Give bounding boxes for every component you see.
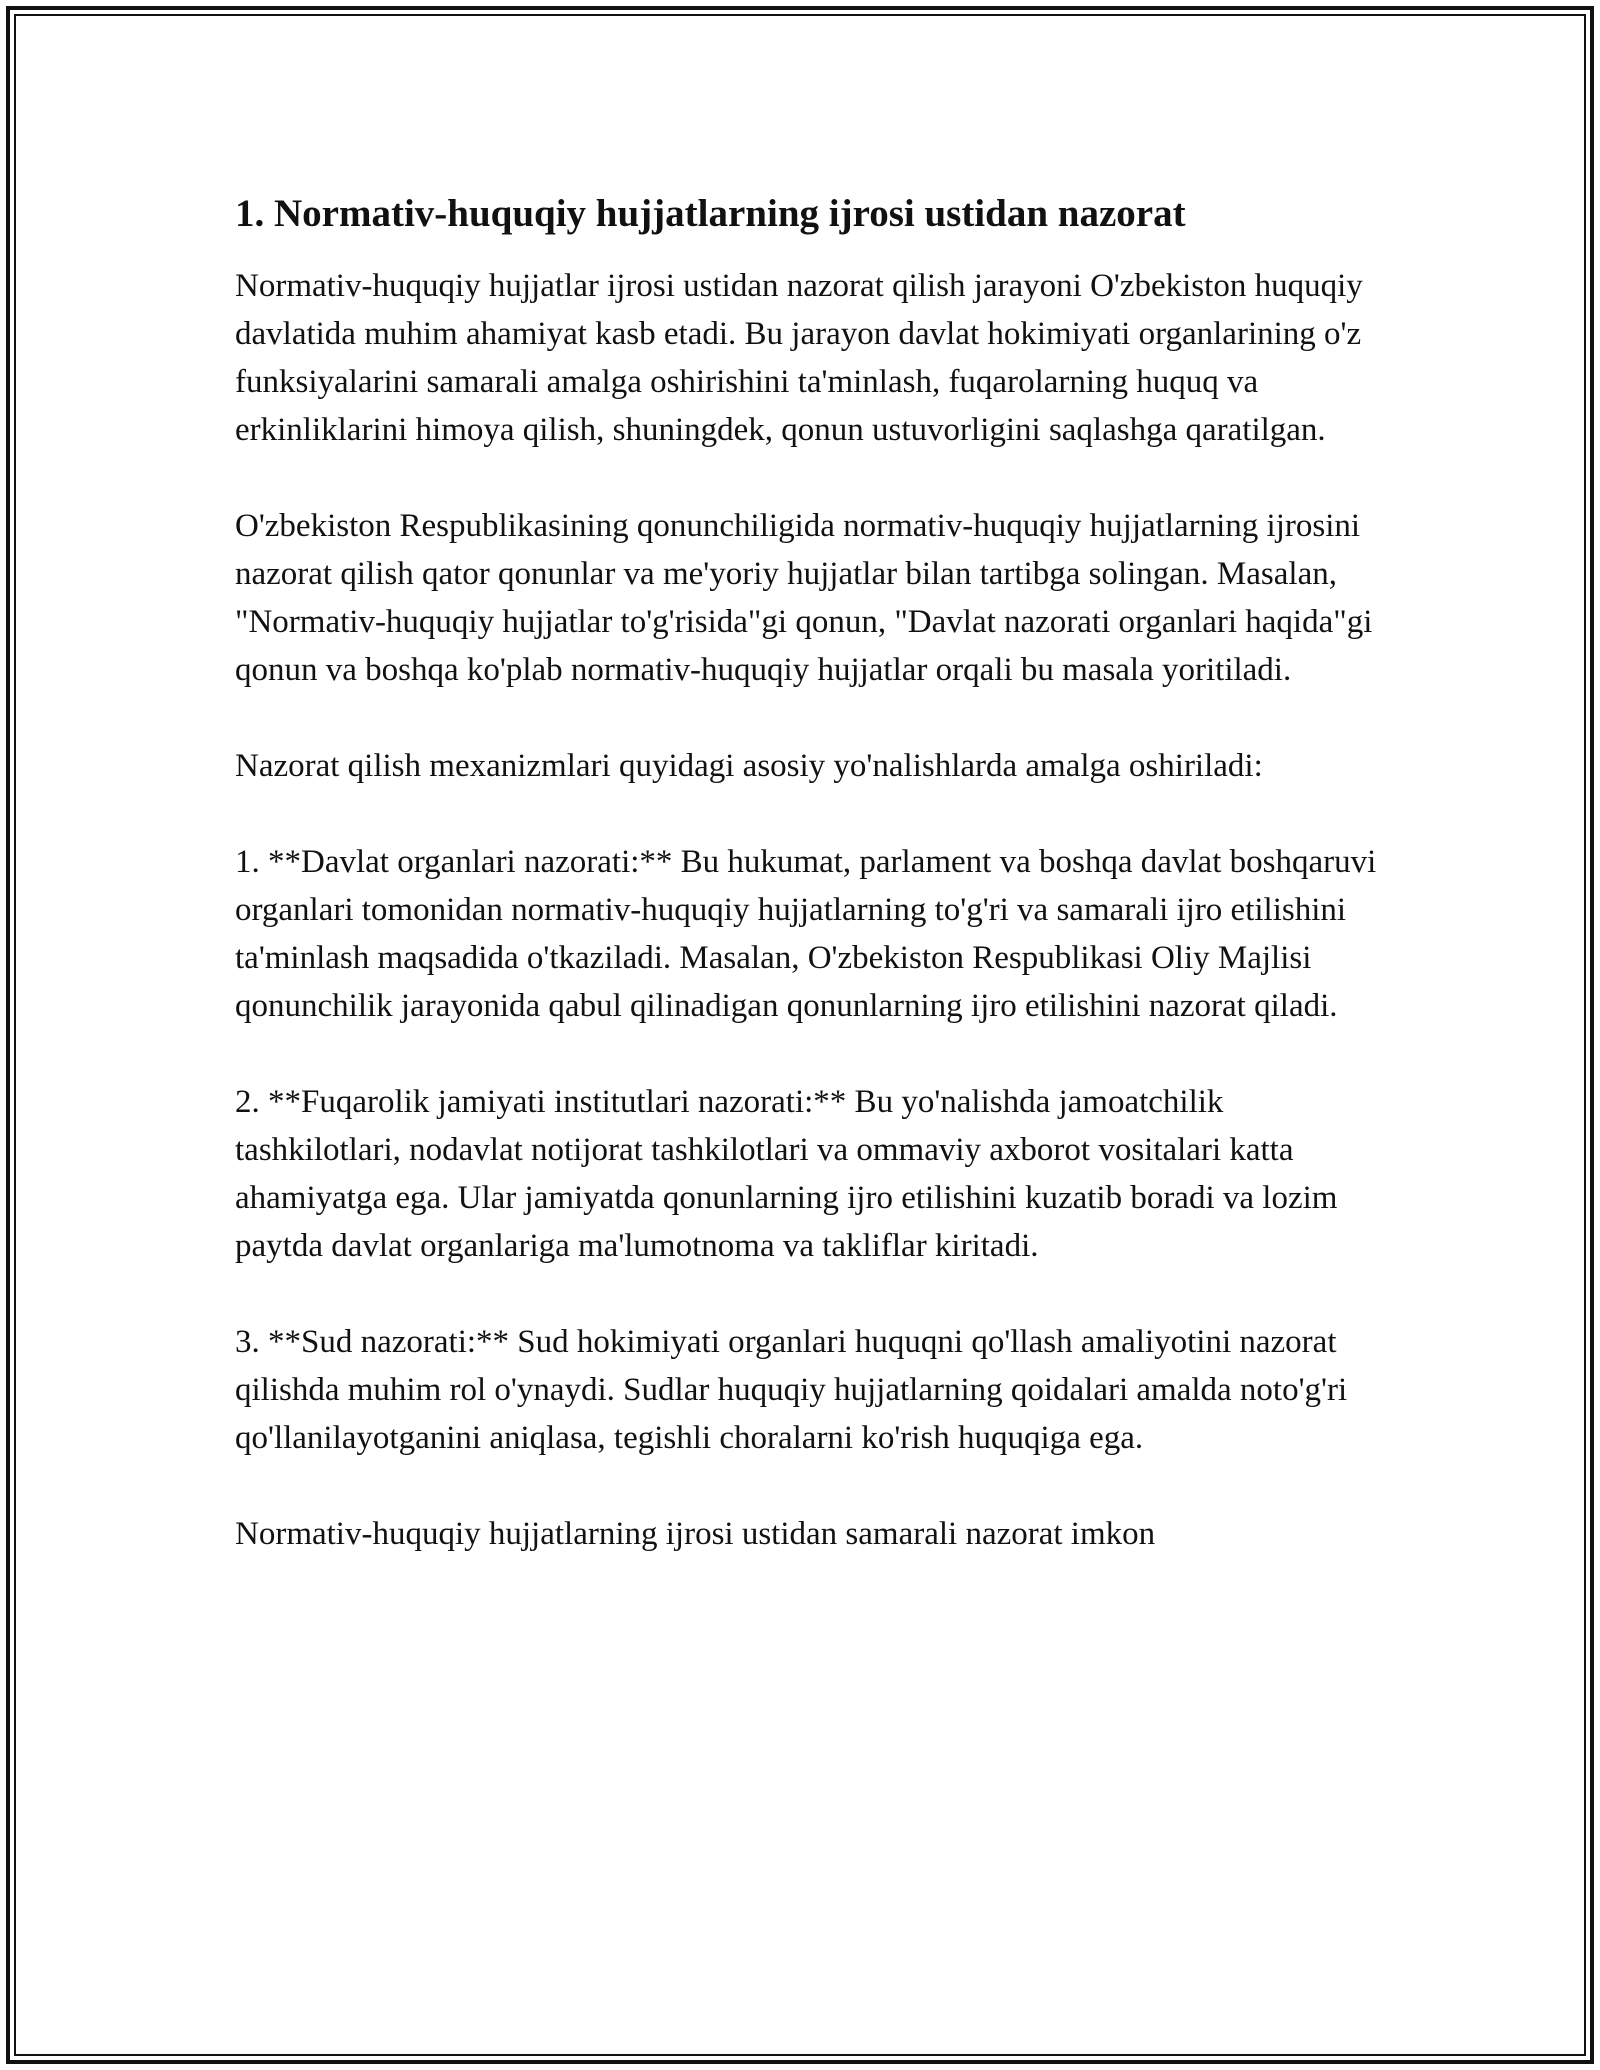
section-heading: 1. Normativ-huquqiy hujjatlarning ijrosi ustidan nazorat xyxy=(235,192,1186,235)
paragraph-truncated: Normativ-huquqiy hujjatlarning ijrosi ustidan samarali nazorat imkon xyxy=(235,1516,1156,1552)
list-item-state-control: 1. **Davlat organlari nazorati:** Bu hukumat, parlament va boshqa davlat boshqaruvi organlari tomonidan normativ-huquqiy hujjatlarning to'g'ri va samarali ijro etilishini ta'minlash maqsadida o'tkaziladi. Masalan, O'zbekiston Respublikasi Oliy Majlisi qonunchilik jarayonida qabul qilinadigan qonunlarning ijro etilishini nazorat qiladi. xyxy=(235,844,1377,1024)
list-item-judicial-control: 3. **Sud nazorati:** Sud hokimiyati organlari huquqni qo'llash amaliyotini nazorat qilishda muhim rol o'ynaydi. Sudlar huquqiy hujjatlarning qoidalari amalda noto'g'ri qo'llanilayotganini aniqlasa, tegishli choralarni ko'rish huquqiga ega. xyxy=(235,1324,1348,1456)
paragraph-mechanisms-intro: Nazorat qilish mexanizmlari quyidagi asosiy yo'nalishlarda amalga oshiriladi: xyxy=(235,748,1263,784)
list-item-civil-society-control: 2. **Fuqarolik jamiyati institutlari nazorati:** Bu yo'nalishda jamoatchilik tashkilotlari, nodavlat notijorat tashkilotlari va ommaviy axborot vositalari katta ahamiyatga ega. Ular jamiyatda qonunlarning ijro etilishini kuzatib boradi va lozim paytda davlat organlariga ma'lumotnoma va takliflar kiritadi. xyxy=(235,1084,1338,1264)
document-body xyxy=(235,186,1385,1606)
paragraph-intro: Normativ-huquqiy hujjatlar ijrosi ustidan nazorat qilish jarayoni O'zbekiston huquqiy davlatida muhim ahamiyat kasb etadi. Bu jarayon davlat hokimiyati organlarining o'z funksiyalarini samarali amalga oshirishini ta'minlash, fuqarolarning huquq va erkinliklarini himoya qilish, shuningdek, qonun ustuvorligini saqlashga qaratilgan. xyxy=(235,268,1363,448)
paragraph-legislation: O'zbekiston Respublikasining qonunchiligida normativ-huquqiy hujjatlarning ijrosini nazorat qilish qator qonunlar va me'yoriy hujjatlar bilan tartibga solingan. Masalan, "Normativ-huquqiy hujjatlar to'g'risida"gi qonun, "Davlat nazorati organlari haqida"gi qonun va boshqa ko'plab normativ-huquqiy hujjatlar orqali bu masala yoritiladi. xyxy=(235,508,1373,688)
